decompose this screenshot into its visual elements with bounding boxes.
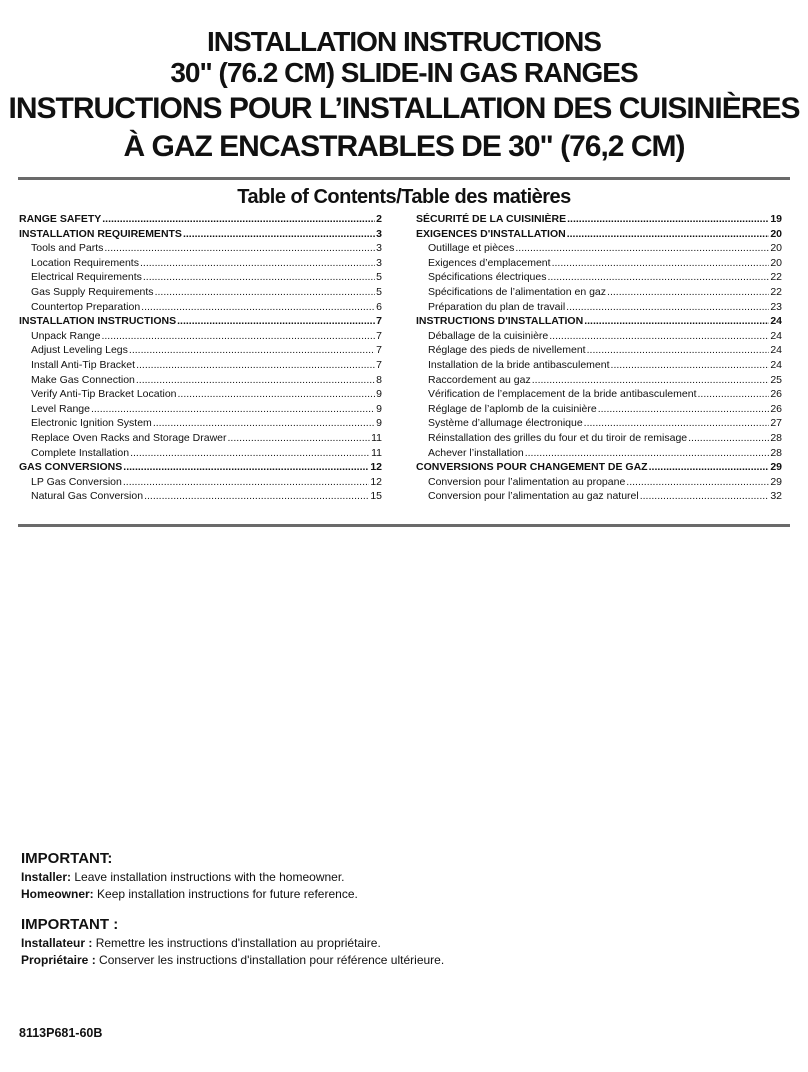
toc-entry-page: 5 xyxy=(376,271,382,284)
toc-entry xyxy=(416,373,782,388)
toc-entry-label: Spécifications électriques xyxy=(428,271,547,284)
important-heading-en: IMPORTANT: xyxy=(21,850,113,867)
toc-entry-page: 9 xyxy=(376,402,382,415)
toc-entry-label: Spécifications de l’alimentation en gaz xyxy=(428,285,607,298)
toc-entry-page: 20 xyxy=(770,242,782,255)
toc-entry-page: 32 xyxy=(770,490,782,503)
toc-dot-leader xyxy=(123,475,369,490)
toc-entry-page: 5 xyxy=(376,285,382,298)
toc-dot-leader xyxy=(584,314,769,329)
toc-dot-leader xyxy=(567,227,770,242)
toc-entry-page: 22 xyxy=(770,285,782,298)
toc-entry xyxy=(19,475,382,490)
toc-dot-leader xyxy=(101,329,375,344)
toc-entry-label: Electrical Requirements xyxy=(31,271,142,284)
toc-entry xyxy=(416,329,782,344)
toc-entry xyxy=(416,314,782,329)
installer-note xyxy=(21,869,358,886)
toc-entry xyxy=(19,300,382,315)
title-fr-line-2: À GAZ ENCASTRABLES DE 30" (76,2 CM) xyxy=(123,130,685,163)
toc-dot-leader xyxy=(640,489,770,504)
toc-dot-leader xyxy=(177,314,375,329)
toc-entry xyxy=(416,446,782,461)
toc-entry-page: 7 xyxy=(376,329,382,342)
document-title xyxy=(0,26,808,164)
toc-entry-label: Make Gas Connection xyxy=(31,373,135,386)
toc-entry-label: Exigences d’emplacement xyxy=(428,256,551,269)
toc-entry-page: 12 xyxy=(370,475,382,488)
toc-entry-label: Location Requirements xyxy=(31,256,139,269)
toc-entry-label: Conversion pour l’alimentation au propane xyxy=(428,475,626,488)
toc-dot-leader xyxy=(144,489,369,504)
homeowner-label: Homeowner: xyxy=(21,887,94,901)
toc-dot-leader xyxy=(611,358,770,373)
toc-entry xyxy=(19,416,382,431)
toc-dot-leader xyxy=(136,373,375,388)
toc-entry-label: Verify Anti-Tip Bracket Location xyxy=(31,388,177,401)
toc-entry-page: 28 xyxy=(770,446,782,459)
toc-entry-label: Level Range xyxy=(31,402,90,415)
toc-entry xyxy=(416,343,782,358)
toc-dot-leader xyxy=(566,300,769,315)
toc-entry-page: 7 xyxy=(376,315,382,328)
toc-entry xyxy=(416,489,782,504)
toc-entry-label: Installation de la bride antibasculement xyxy=(428,358,610,371)
toc-entry-label: Raccordement au gaz xyxy=(428,373,531,386)
toc-entry-page: 9 xyxy=(376,417,382,430)
toc-entry-label: Electronic Ignition System xyxy=(31,417,152,430)
toc-entry xyxy=(416,460,782,475)
toc-dot-leader xyxy=(178,387,376,402)
toc-entry-label: Unpack Range xyxy=(31,329,101,342)
toc-dot-leader xyxy=(532,373,770,388)
toc-entry-page: 8 xyxy=(376,373,382,386)
toc-entry xyxy=(416,212,782,227)
toc-dot-leader xyxy=(91,402,375,417)
toc-bottom-divider xyxy=(18,524,790,527)
toc-entry-page: 25 xyxy=(770,373,782,386)
toc-entry xyxy=(416,402,782,417)
toc-entry-page: 22 xyxy=(770,271,782,284)
important-notice-fr xyxy=(21,916,444,969)
toc-entry-label: Complete Installation xyxy=(31,446,130,459)
homeowner-text: Keep installation instructions for future reference. xyxy=(93,887,358,901)
toc-entry xyxy=(19,285,382,300)
toc-entry-page: 3 xyxy=(376,242,382,255)
toc-dot-leader xyxy=(140,256,375,271)
document-number: 8113P681-60B xyxy=(19,1026,103,1040)
toc-entry-label: Natural Gas Conversion xyxy=(31,490,144,503)
toc-entry-label: CONVERSIONS POUR CHANGEMENT DE GAZ xyxy=(416,461,648,474)
installateur-label: Installateur : xyxy=(21,936,93,950)
toc-entry xyxy=(19,343,382,358)
toc-dot-leader xyxy=(688,431,769,446)
toc-entry-label: Réinstallation des grilles du four et du tiroir de remisage xyxy=(428,431,688,444)
toc-entry xyxy=(416,475,782,490)
toc-dot-leader xyxy=(155,285,376,300)
homeowner-note xyxy=(21,886,358,903)
important-heading-fr: IMPORTANT : xyxy=(21,916,119,933)
toc-entry-label: INSTALLATION REQUIREMENTS xyxy=(19,227,182,240)
toc-entry-page: 28 xyxy=(770,431,782,444)
toc-dot-leader xyxy=(607,285,769,300)
toc-entry xyxy=(416,241,782,256)
toc-entry-label: Outillage et pièces xyxy=(428,242,515,255)
toc-entry xyxy=(19,227,382,242)
toc-entry-page: 20 xyxy=(770,256,782,269)
toc-entry-page: 7 xyxy=(376,358,382,371)
proprietaire-text: Conserver les instructions d'installation pour référence ultérieure. xyxy=(95,953,445,967)
toc-entry-label: RANGE SAFETY xyxy=(19,213,102,225)
toc-dot-leader xyxy=(697,387,769,402)
installer-text: Leave installation instructions with the homeowner. xyxy=(71,870,345,884)
toc-entry xyxy=(416,358,782,373)
toc-entry-label: INSTRUCTIONS D'INSTALLATION xyxy=(416,315,584,328)
important-notice-en xyxy=(21,850,358,903)
toc-entry xyxy=(19,460,382,475)
toc-entry-label: Préparation du plan de travail xyxy=(428,300,566,313)
toc-entry-page: 24 xyxy=(770,329,782,342)
toc-entry-page: 26 xyxy=(770,402,782,415)
toc-entry-label: INSTALLATION INSTRUCTIONS xyxy=(19,315,177,328)
toc-entry-label: Tools and Parts xyxy=(31,242,104,255)
toc-entry-page: 11 xyxy=(371,446,382,459)
toc-entry xyxy=(19,402,382,417)
toc-dot-leader xyxy=(598,402,770,417)
toc-dot-leader xyxy=(547,270,769,285)
toc-entry-page: 11 xyxy=(371,431,382,444)
toc-entry xyxy=(19,270,382,285)
toc-entry xyxy=(19,241,382,256)
toc-entry-page: 24 xyxy=(770,344,782,357)
toc-dot-leader xyxy=(587,343,770,358)
toc-entry-page: 24 xyxy=(770,315,782,328)
toc-dot-leader xyxy=(567,212,769,227)
toc-entry xyxy=(19,212,382,227)
toc-entry xyxy=(416,270,782,285)
toc-entry xyxy=(416,300,782,315)
toc-entry xyxy=(416,416,782,431)
toc-entry-page: 19 xyxy=(770,213,782,225)
toc-entry xyxy=(19,314,382,329)
toc-french-column xyxy=(416,212,782,504)
toc-entry-label: LP Gas Conversion xyxy=(31,475,122,488)
toc-entry-label: Achever l’installation xyxy=(428,446,524,459)
toc-entry xyxy=(19,358,382,373)
toc-entry-page: 3 xyxy=(376,227,382,240)
installateur-text: Remettre les instructions d'installation au propriétaire. xyxy=(92,936,381,950)
toc-entry xyxy=(416,227,782,242)
title-fr-line-1: INSTRUCTIONS POUR L’INSTALLATION DES CUISINIÈRES xyxy=(8,92,800,125)
toc-entry-page: 20 xyxy=(770,227,782,240)
toc-entry-page: 15 xyxy=(370,490,382,503)
toc-entry xyxy=(19,489,382,504)
toc-entry xyxy=(416,285,782,300)
toc-entry-page: 29 xyxy=(770,461,782,474)
toc-dot-leader xyxy=(104,241,375,256)
toc-entry-page: 12 xyxy=(370,461,382,474)
toc-entry-page: 27 xyxy=(770,417,782,430)
toc-dot-leader xyxy=(525,446,770,461)
toc-entry-page: 7 xyxy=(376,344,382,357)
toc-entry-page: 3 xyxy=(376,256,382,269)
toc-dot-leader xyxy=(228,431,371,446)
toc-entry-label: GAS CONVERSIONS xyxy=(19,461,123,474)
toc-dot-leader xyxy=(552,256,770,271)
toc-dot-leader xyxy=(130,446,370,461)
toc-entry-label: Replace Oven Racks and Storage Drawer xyxy=(31,431,227,444)
toc-dot-leader xyxy=(183,227,375,242)
toc-dot-leader xyxy=(549,329,769,344)
toc-dot-leader xyxy=(153,416,375,431)
toc-dot-leader xyxy=(123,460,369,475)
toc-entry-label: Countertop Preparation xyxy=(31,300,141,313)
toc-dot-leader xyxy=(136,358,375,373)
toc-entry xyxy=(19,373,382,388)
toc-dot-leader xyxy=(129,343,375,358)
toc-entry-label: Réglage des pieds de nivellement xyxy=(428,344,586,357)
proprietaire-note xyxy=(21,952,444,969)
toc-english-column xyxy=(19,212,382,504)
toc-entry-label: Conversion pour l’alimentation au gaz naturel xyxy=(428,490,639,503)
toc-entry-label: Gas Supply Requirements xyxy=(31,285,154,298)
toc-entry-page: 23 xyxy=(770,300,782,313)
toc-entry xyxy=(19,256,382,271)
installer-label: Installer: xyxy=(21,870,72,884)
toc-entry-label: Réglage de l’aplomb de la cuisinière xyxy=(428,402,597,415)
toc-entry-page: 26 xyxy=(770,388,782,401)
toc-entry-label: Adjust Leveling Legs xyxy=(31,344,128,357)
toc-heading: Table of Contents/Table des matières xyxy=(237,186,571,208)
toc-entry-label: Système d’allumage électronique xyxy=(428,417,583,430)
proprietaire-label: Propriétaire : xyxy=(21,953,96,967)
toc-entry xyxy=(19,446,382,461)
toc-dot-leader xyxy=(626,475,769,490)
toc-entry xyxy=(19,329,382,344)
toc-entry-page: 2 xyxy=(376,213,382,225)
toc-dot-leader xyxy=(141,300,375,315)
top-divider xyxy=(18,177,790,180)
toc-entry xyxy=(19,431,382,446)
title-en-line-1: INSTALLATION INSTRUCTIONS xyxy=(207,26,601,57)
toc-entry xyxy=(416,431,782,446)
toc-entry xyxy=(416,256,782,271)
toc-entry-label: Déballage de la cuisinière xyxy=(428,329,549,342)
toc-entry-label: Install Anti-Tip Bracket xyxy=(31,358,136,371)
toc-dot-leader xyxy=(649,460,770,475)
toc-entry-page: 9 xyxy=(376,388,382,401)
title-en-line-2: 30" (76.2 CM) SLIDE-IN GAS RANGES xyxy=(170,57,638,88)
toc-dot-leader xyxy=(515,241,769,256)
toc-entry-page: 6 xyxy=(376,300,382,313)
toc-entry-page: 24 xyxy=(770,358,782,371)
installateur-note xyxy=(21,935,444,952)
toc-entry-label: EXIGENCES D'INSTALLATION xyxy=(416,227,566,240)
toc-dot-leader xyxy=(584,416,770,431)
toc-entry xyxy=(416,387,782,402)
toc-entry-label: Vérification de l’emplacement de la bride antibasculement xyxy=(428,388,697,401)
toc-entry-label: SÉCURITÉ DE LA CUISINIÈRE xyxy=(416,213,567,225)
toc-entry-page: 29 xyxy=(770,475,782,488)
toc-dot-leader xyxy=(143,270,375,285)
toc-entry xyxy=(19,387,382,402)
toc-dot-leader xyxy=(102,212,375,227)
